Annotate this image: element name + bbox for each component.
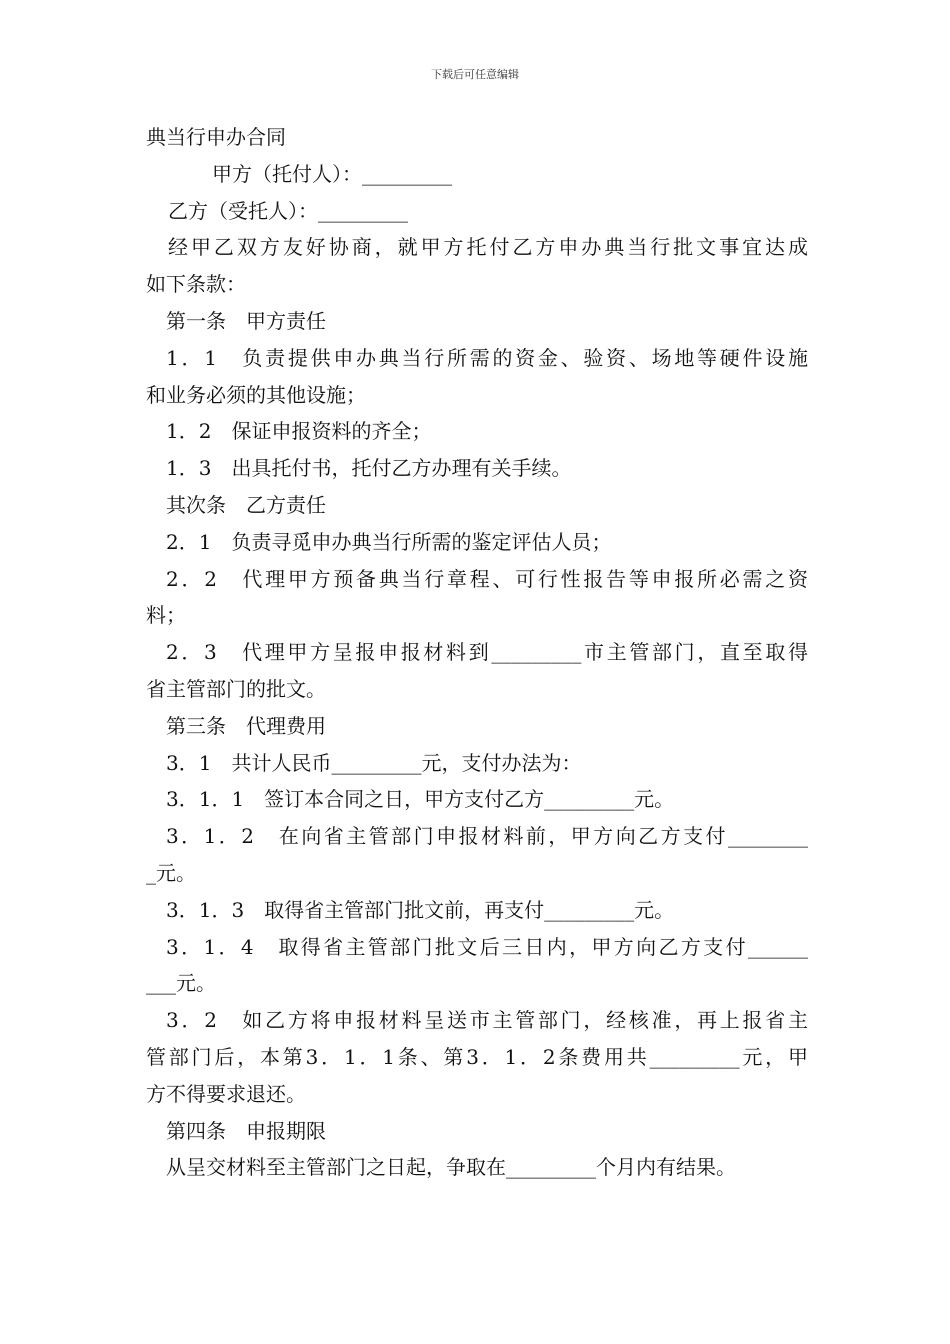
intro-line-1: 经甲乙双方友好协商，就甲方托付乙方申办典当行批文事宜达成 [168, 235, 808, 260]
clause-1-1-line-1: 1．1 负责提供申办典当行所需的资金、验资、场地等硬件设施 [166, 345, 808, 370]
clause-2-3-line-2: 省主管部门的批文。 [146, 676, 326, 701]
article-1-heading: 第一条 甲方责任 [166, 308, 326, 333]
header-note: 下载后可任意编辑 [431, 68, 519, 81]
clause-3-1: 3．1 共计人民币_________元，支付办法为： [166, 750, 582, 775]
clause-3-1-3: 3．1．3 取得省主管部门批文前，再支付_________元。 [166, 897, 675, 922]
party-a-line: 甲方（托付人）：_________ [212, 161, 452, 186]
clause-3-1-2-line-1: 3．1．2 在向省主管部门申报材料前，甲方向乙方支付________ [166, 824, 808, 849]
clause-3-1-4-line-2: ___元。 [146, 971, 216, 996]
clause-3-1-1: 3．1．1 签订本合同之日，甲方支付乙方_________元。 [166, 787, 675, 812]
intro-line-2: 如下条款： [146, 272, 246, 297]
party-b-line: 乙方（受托人）：_________ [168, 198, 408, 223]
clause-1-3: 1．3 出具托付书，托付乙方办理有关手续。 [166, 456, 572, 481]
contract-body [146, 119, 808, 1186]
clause-3-1-2-line-2: _元。 [146, 860, 196, 885]
clause-2-2-line-2: 料； [146, 603, 186, 628]
contract-title: 典当行申办合同 [146, 125, 286, 149]
article-2-heading: 其次条 乙方责任 [166, 492, 326, 517]
clause-3-2-line-1: 3．2 如乙方将申报材料呈送市主管部门，经核准，再上报省主 [166, 1008, 808, 1033]
clause-2-2-line-1: 2．2 代理甲方预备典当行章程、可行性报告等申报所必需之资 [166, 566, 808, 591]
clause-2-3-line-1: 2．3 代理甲方呈报申报材料到_________市主管部门，直至取得 [166, 640, 808, 665]
clause-4-1: 从呈交材料至主管部门之日起，争取在_________个月内有结果。 [166, 1155, 736, 1180]
clause-3-2-line-2: 管部门后，本第3．1．1条、第3．1．2条费用共_________元，甲 [146, 1044, 808, 1069]
clause-2-1: 2．1 负责寻觅申办典当行所需的鉴定评估人员； [166, 529, 612, 554]
clause-1-2: 1．2 保证申报资料的齐全； [166, 419, 432, 444]
article-4-heading: 第四条 申报期限 [166, 1118, 326, 1143]
article-3-heading: 第三条 代理费用 [166, 713, 326, 738]
clause-3-1-4-line-1: 3．1．4 取得省主管部门批文后三日内，甲方向乙方支付______ [166, 934, 808, 959]
clause-3-2-line-3: 方不得要求退还。 [146, 1081, 306, 1106]
clause-1-1-line-2: 和业务必须的其他设施； [146, 382, 366, 407]
